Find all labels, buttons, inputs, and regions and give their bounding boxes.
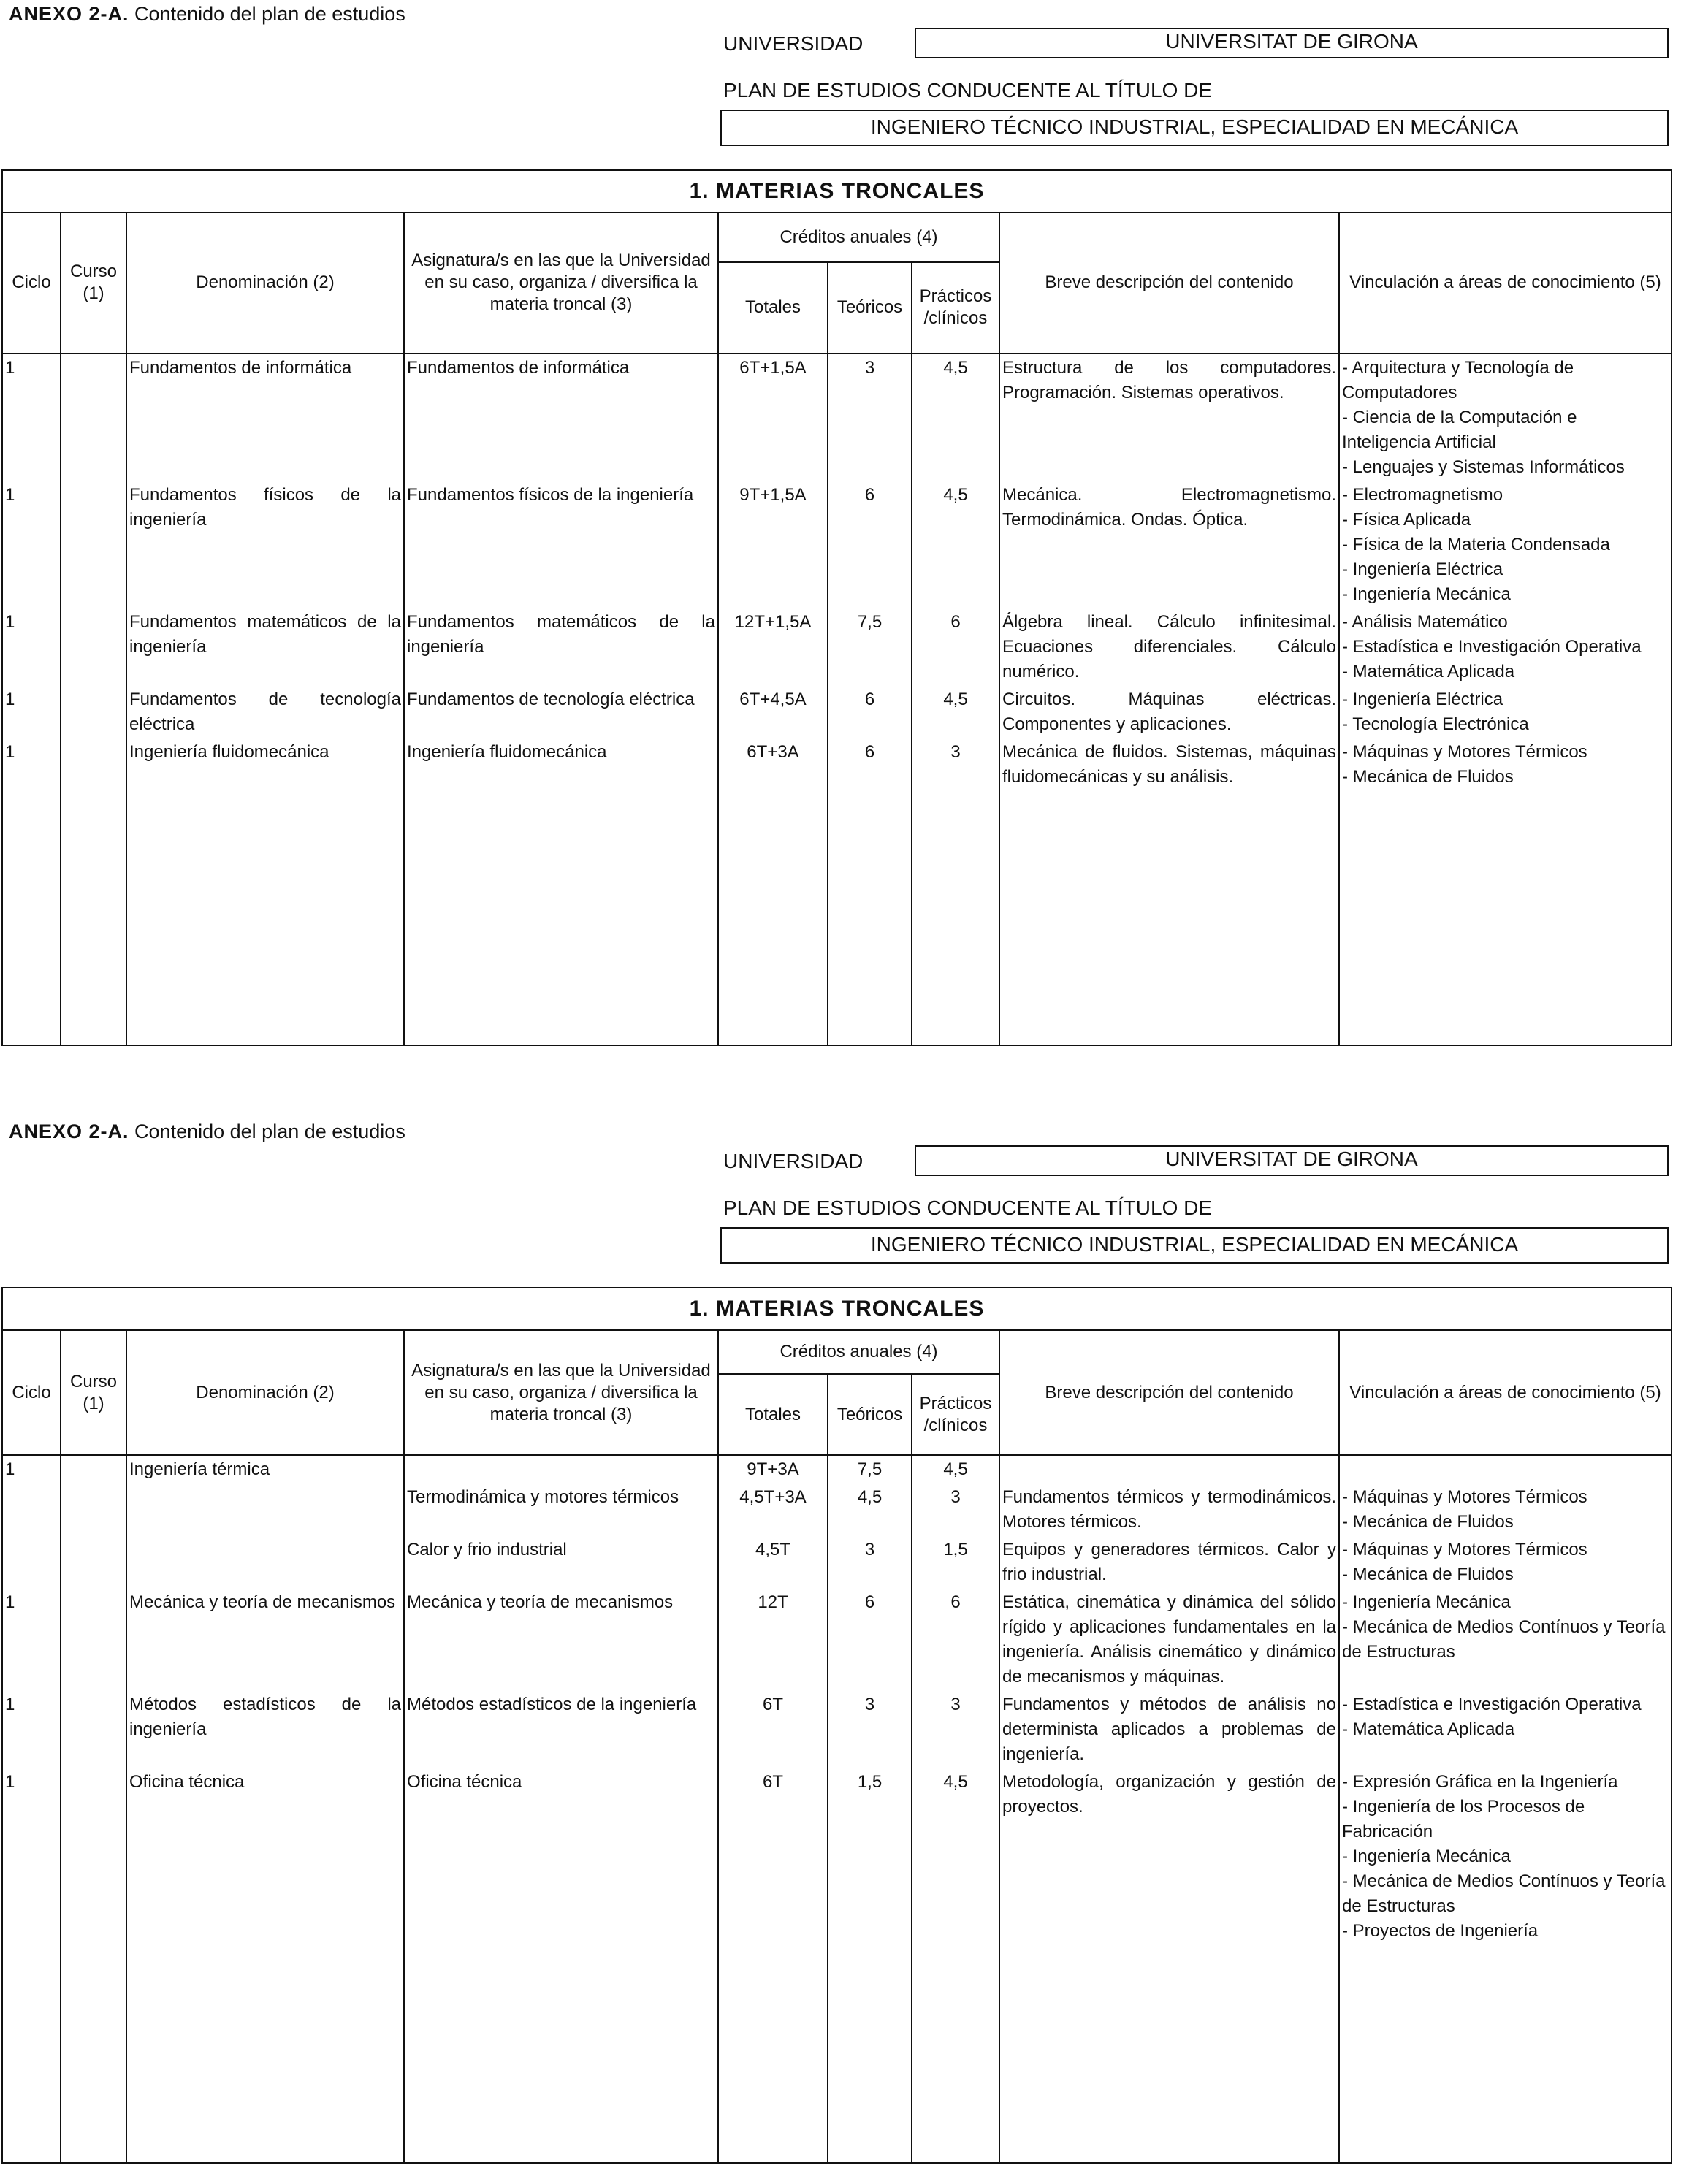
ciclo-cell: 1 xyxy=(2,1589,61,1691)
denominacion-cell xyxy=(126,1484,404,1536)
curso-cell xyxy=(61,1589,126,1691)
vinculacion-cell: - Expresión Gráfica en la Ingeniería - Ingeniería de los Procesos de Fabricación - Ingeniería Mecánica - Mecánica de Medios Contínuos y Teoría de Estructuras - Proyectos de Ingeniería xyxy=(1339,1768,1672,1945)
curso-cell xyxy=(61,354,126,481)
asignatura-cell: Métodos estadísticos de la ingeniería xyxy=(404,1691,718,1768)
table-filler-row xyxy=(2,1945,1672,2163)
table-title: 1. MATERIAS TRONCALES xyxy=(2,1288,1672,1330)
descripcion-cell xyxy=(999,1455,1339,1484)
empty-cell xyxy=(718,1945,828,2163)
descripcion-cell: Estática, cinemática y dinámica del sólido rígido y aplicaciones fundamentales en la ingeniería. Análisis cinemático y dinámico de mecanismos y máquinas. xyxy=(999,1589,1339,1691)
table-row xyxy=(2,608,1672,686)
col-descripcion: Breve descripción del contenido xyxy=(999,213,1339,354)
empty-cell xyxy=(404,1945,718,2163)
ciclo-cell: 1 xyxy=(2,481,61,608)
asignatura-cell: Oficina técnica xyxy=(404,1768,718,1945)
curso-cell xyxy=(61,481,126,608)
col-vinculacion: Vinculación a áreas de conocimiento (5) xyxy=(1339,1330,1672,1455)
page-2 xyxy=(0,1118,1681,2184)
page-1 xyxy=(0,0,1681,1066)
empty-cell xyxy=(61,791,126,1045)
table-row xyxy=(2,481,1672,608)
practicos-cell: 4,5 xyxy=(912,1768,999,1945)
col-teoricos: Teóricos xyxy=(828,1374,912,1455)
col-ciclo: Ciclo xyxy=(2,1330,61,1455)
totales-cell: 12T xyxy=(718,1589,828,1691)
ciclo-cell: 1 xyxy=(2,1768,61,1945)
vinculacion-cell: - Ingeniería Mecánica - Mecánica de Medios Contínuos y Teoría de Estructuras xyxy=(1339,1589,1672,1691)
practicos-cell: 1,5 xyxy=(912,1536,999,1589)
curso-cell xyxy=(61,686,126,738)
university-value-box: UNIVERSITAT DE GIRONA xyxy=(915,1145,1669,1176)
asignatura-cell xyxy=(404,1455,718,1484)
descripcion-cell: Mecánica. Electromagnetismo. Termodinámica. Ondas. Óptica. xyxy=(999,481,1339,608)
col-denominacion: Denominación (2) xyxy=(126,213,404,354)
teoricos-cell: 3 xyxy=(828,1536,912,1589)
empty-cell xyxy=(126,791,404,1045)
empty-cell xyxy=(828,791,912,1045)
curso-cell xyxy=(61,1691,126,1768)
teoricos-cell: 4,5 xyxy=(828,1484,912,1536)
university-label: UNIVERSIDAD xyxy=(723,32,864,55)
totales-cell: 12T+1,5A xyxy=(718,608,828,686)
practicos-cell: 4,5 xyxy=(912,1455,999,1484)
teoricos-cell: 6 xyxy=(828,481,912,608)
empty-cell xyxy=(1339,791,1672,1045)
curso-cell xyxy=(61,1484,126,1536)
empty-cell xyxy=(828,1945,912,2163)
ciclo-cell: 1 xyxy=(2,608,61,686)
practicos-cell: 6 xyxy=(912,1589,999,1691)
descripcion-cell: Circuitos. Máquinas eléctricas. Componentes y aplicaciones. xyxy=(999,686,1339,738)
denominacion-cell: Fundamentos de tecnología eléctrica xyxy=(126,686,404,738)
table-row xyxy=(2,1768,1672,1945)
ciclo-cell: 1 xyxy=(2,1455,61,1484)
totales-cell: 9T+3A xyxy=(718,1455,828,1484)
teoricos-cell: 3 xyxy=(828,354,912,481)
col-asignatura: Asignatura/s en las que la Universidad en su caso, organiza / diversifica la materia troncal (3) xyxy=(404,213,718,354)
totales-cell: 6T+3A xyxy=(718,738,828,791)
descripcion-cell: Álgebra lineal. Cálculo infinitesimal. Ecuaciones diferenciales. Cálculo numérico. xyxy=(999,608,1339,686)
col-practicos: Prácticos /clínicos xyxy=(912,262,999,354)
col-curso: Curso (1) xyxy=(61,213,126,354)
ciclo-cell: 1 xyxy=(2,1691,61,1768)
table-row xyxy=(2,686,1672,738)
curso-cell xyxy=(61,1536,126,1589)
teoricos-cell: 1,5 xyxy=(828,1768,912,1945)
col-teoricos: Teóricos xyxy=(828,262,912,354)
table-row xyxy=(2,1455,1672,1484)
denominacion-cell: Fundamentos matemáticos de la ingeniería xyxy=(126,608,404,686)
denominacion-cell: Fundamentos físicos de la ingeniería xyxy=(126,481,404,608)
denominacion-cell: Oficina técnica xyxy=(126,1768,404,1945)
ciclo-cell xyxy=(2,1536,61,1589)
teoricos-cell: 6 xyxy=(828,686,912,738)
asignatura-cell: Ingeniería fluidomecánica xyxy=(404,738,718,791)
empty-cell xyxy=(718,791,828,1045)
vinculacion-cell: - Arquitectura y Tecnología de Computadores - Ciencia de la Computación e Inteligencia Artificial - Lenguajes y Sistemas Informáticos xyxy=(1339,354,1672,481)
empty-cell xyxy=(126,1945,404,2163)
vinculacion-cell: - Electromagnetismo - Física Aplicada - Física de la Materia Condensada - Ingeniería Eléctrica - Ingeniería Mecánica xyxy=(1339,481,1672,608)
col-creditos: Créditos anuales (4) xyxy=(718,1330,999,1374)
table-row xyxy=(2,1484,1672,1536)
table-row xyxy=(2,354,1672,481)
subjects-table xyxy=(1,169,1672,1046)
totales-cell: 4,5T+3A xyxy=(718,1484,828,1536)
teoricos-cell: 3 xyxy=(828,1691,912,1768)
practicos-cell: 6 xyxy=(912,608,999,686)
asignatura-cell: Calor y frio industrial xyxy=(404,1536,718,1589)
vinculacion-cell xyxy=(1339,1455,1672,1484)
descripcion-cell: Metodología, organización y gestión de proyectos. xyxy=(999,1768,1339,1945)
denominacion-cell: Ingeniería térmica xyxy=(126,1455,404,1484)
totales-cell: 9T+1,5A xyxy=(718,481,828,608)
col-descripcion: Breve descripción del contenido xyxy=(999,1330,1339,1455)
descripcion-cell: Mecánica de fluidos. Sistemas, máquinas fluidomecánicas y su análisis. xyxy=(999,738,1339,791)
table-row xyxy=(2,1536,1672,1589)
col-denominacion: Denominación (2) xyxy=(126,1330,404,1455)
vinculacion-cell: - Estadística e Investigación Operativa - Matemática Aplicada xyxy=(1339,1691,1672,1768)
vinculacion-cell: - Máquinas y Motores Térmicos - Mecánica de Fluidos xyxy=(1339,1484,1672,1536)
ciclo-cell: 1 xyxy=(2,354,61,481)
ciclo-cell xyxy=(2,1484,61,1536)
empty-cell xyxy=(999,1945,1339,2163)
vinculacion-cell: - Máquinas y Motores Térmicos - Mecánica de Fluidos xyxy=(1339,738,1672,791)
curso-cell xyxy=(61,1768,126,1945)
university-value-box: UNIVERSITAT DE GIRONA xyxy=(915,28,1669,58)
totales-cell: 4,5T xyxy=(718,1536,828,1589)
asignatura-cell: Fundamentos físicos de la ingeniería xyxy=(404,481,718,608)
curso-cell xyxy=(61,608,126,686)
empty-cell xyxy=(912,791,999,1045)
empty-cell xyxy=(61,1945,126,2163)
col-vinculacion: Vinculación a áreas de conocimiento (5) xyxy=(1339,213,1672,354)
empty-cell xyxy=(1339,1945,1672,2163)
asignatura-cell: Fundamentos de tecnología eléctrica xyxy=(404,686,718,738)
degree-title-box: INGENIERO TÉCNICO INDUSTRIAL, ESPECIALIDAD EN MECÁNICA xyxy=(720,1227,1669,1264)
col-totales: Totales xyxy=(718,1374,828,1455)
annex-title: ANEXO 2-A. Contenido del plan de estudios xyxy=(9,3,405,25)
table-row xyxy=(2,1589,1672,1691)
totales-cell: 6T xyxy=(718,1768,828,1945)
subjects-table xyxy=(1,1287,1672,2164)
ciclo-cell: 1 xyxy=(2,738,61,791)
teoricos-cell: 7,5 xyxy=(828,608,912,686)
vinculacion-cell: - Ingeniería Eléctrica - Tecnología Electrónica xyxy=(1339,686,1672,738)
empty-cell xyxy=(404,791,718,1045)
practicos-cell: 3 xyxy=(912,1691,999,1768)
teoricos-cell: 6 xyxy=(828,1589,912,1691)
practicos-cell: 4,5 xyxy=(912,354,999,481)
denominacion-cell: Ingeniería fluidomecánica xyxy=(126,738,404,791)
plan-label: PLAN DE ESTUDIOS CONDUCENTE AL TÍTULO DE xyxy=(723,1196,1213,1219)
degree-title-box: INGENIERO TÉCNICO INDUSTRIAL, ESPECIALIDAD EN MECÁNICA xyxy=(720,110,1669,146)
col-practicos: Prácticos /clínicos xyxy=(912,1374,999,1455)
denominacion-cell: Mecánica y teoría de mecanismos xyxy=(126,1589,404,1691)
practicos-cell: 4,5 xyxy=(912,686,999,738)
curso-cell xyxy=(61,1455,126,1484)
table-row xyxy=(2,1691,1672,1768)
descripcion-cell: Fundamentos térmicos y termodinámicos. Motores térmicos. xyxy=(999,1484,1339,1536)
university-label: UNIVERSIDAD xyxy=(723,1150,864,1172)
empty-cell xyxy=(912,1945,999,2163)
asignatura-cell: Fundamentos de informática xyxy=(404,354,718,481)
denominacion-cell: Fundamentos de informática xyxy=(126,354,404,481)
table-filler-row xyxy=(2,791,1672,1045)
empty-cell xyxy=(2,791,61,1045)
empty-cell xyxy=(2,1945,61,2163)
teoricos-cell: 6 xyxy=(828,738,912,791)
denominacion-cell xyxy=(126,1536,404,1589)
table-title: 1. MATERIAS TRONCALES xyxy=(2,170,1672,213)
descripcion-cell: Fundamentos y métodos de análisis no determinista aplicados a problemas de ingeniería. xyxy=(999,1691,1339,1768)
descripcion-cell: Estructura de los computadores. Programación. Sistemas operativos. xyxy=(999,354,1339,481)
asignatura-cell: Mecánica y teoría de mecanismos xyxy=(404,1589,718,1691)
curso-cell xyxy=(61,738,126,791)
asignatura-cell: Termodinámica y motores térmicos xyxy=(404,1484,718,1536)
denominacion-cell: Métodos estadísticos de la ingeniería xyxy=(126,1691,404,1768)
col-totales: Totales xyxy=(718,262,828,354)
teoricos-cell: 7,5 xyxy=(828,1455,912,1484)
vinculacion-cell: - Máquinas y Motores Térmicos - Mecánica de Fluidos xyxy=(1339,1536,1672,1589)
practicos-cell: 3 xyxy=(912,1484,999,1536)
totales-cell: 6T xyxy=(718,1691,828,1768)
descripcion-cell: Equipos y generadores térmicos. Calor y frio industrial. xyxy=(999,1536,1339,1589)
col-curso: Curso (1) xyxy=(61,1330,126,1455)
ciclo-cell: 1 xyxy=(2,686,61,738)
practicos-cell: 4,5 xyxy=(912,481,999,608)
vinculacion-cell: - Análisis Matemático - Estadística e Investigación Operativa - Matemática Aplicada xyxy=(1339,608,1672,686)
practicos-cell: 3 xyxy=(912,738,999,791)
col-creditos: Créditos anuales (4) xyxy=(718,213,999,262)
col-asignatura: Asignatura/s en las que la Universidad en su caso, organiza / diversifica la materia troncal (3) xyxy=(404,1330,718,1455)
col-ciclo: Ciclo xyxy=(2,213,61,354)
empty-cell xyxy=(999,791,1339,1045)
asignatura-cell: Fundamentos matemáticos de la ingeniería xyxy=(404,608,718,686)
plan-label: PLAN DE ESTUDIOS CONDUCENTE AL TÍTULO DE xyxy=(723,79,1213,102)
table-row xyxy=(2,738,1672,791)
totales-cell: 6T+1,5A xyxy=(718,354,828,481)
annex-title: ANEXO 2-A. Contenido del plan de estudios xyxy=(9,1120,405,1142)
totales-cell: 6T+4,5A xyxy=(718,686,828,738)
